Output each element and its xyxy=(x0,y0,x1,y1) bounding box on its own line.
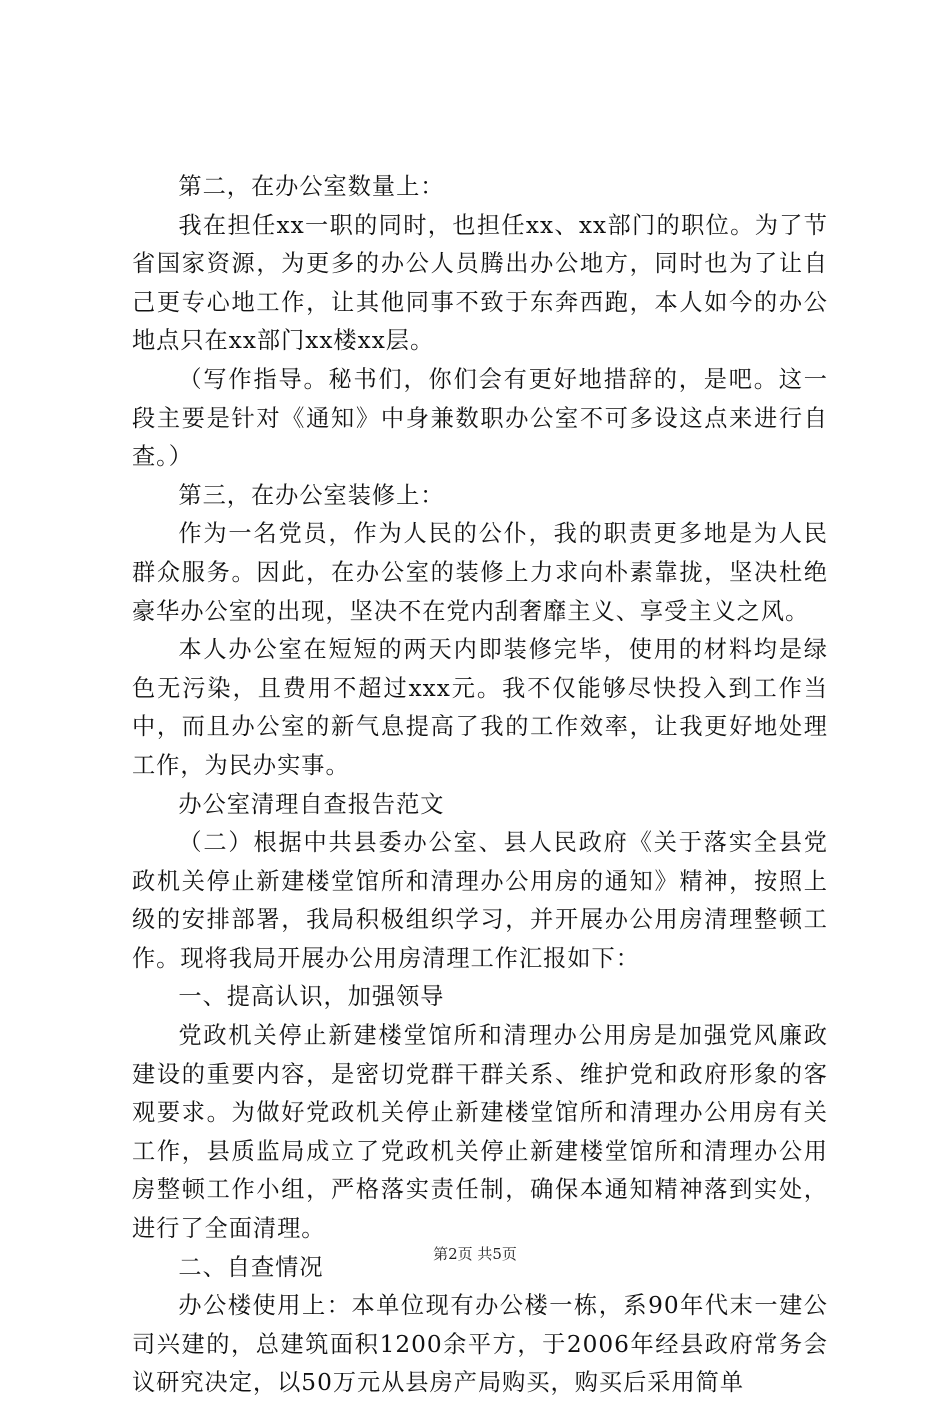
paragraph-section-title: 办公室清理自查报告范文 xyxy=(178,790,445,818)
page-number-footer: 第2页 共5页 xyxy=(433,1245,517,1263)
paragraph-heading-awareness: 一、提高认识，加强领导 xyxy=(178,983,445,1011)
paragraph-heading-quantity: 第二，在办公室数量上： xyxy=(178,173,445,200)
paragraph-decoration-result: 本人办公室在短短的两天内即装修完毕，使用的材料均是绿色无污染，且费用不超过xxx元。我不仅能够尽快投入到工作当中，而且办公室的新气息提高了我的工作效率，让我更好地处理工作，为民办实事。 xyxy=(132,636,828,779)
paragraph-writing-guide: （写作指导。秘书们，你们会有更好地措辞的，是吧。这一段主要是针对《通知》中身兼数职办公室不可多设这点来进行自查。） xyxy=(132,365,828,471)
paragraph-heading-decoration: 第三，在办公室装修上： xyxy=(178,481,445,509)
paragraph-report-intro: （二）根据中共县委办公室、县人民政府《关于落实全县党政机关停止新建楼堂馆所和清理办公用房的通知》精神，按照上级的安排部署，我局积极组织学习，并开展办公用房清理整顿工作。现将我局开展办公用房清理工作汇报如下： xyxy=(132,829,828,972)
paragraph-quantity-body: 我在担任xx一职的同时，也担任xx、xx部门的职位。为了节省国家资源，为更多的办公人员腾出办公地方，同时也为了让自己更专心地工作，让其他同事不致于东奔西跑，本人如今的办公地点只在xx部门xx楼xx层。 xyxy=(132,211,828,355)
paragraph-awareness-body: 党政机关停止新建楼堂馆所和清理办公用房是加强党风廉政建设的重要内容，是密切党群干群关系、维护党和政府形象的客观要求。为做好党政机关停止新建楼堂馆所和清理办公用房有关工作，县质监局成立了党政机关停止新建楼堂馆所和清理办公用房整顿工作小组，严格落实责任制，确保本通知精神落到实处，进行了全面清理。 xyxy=(132,1022,828,1243)
paragraph-heading-self-check: 二、自查情况 xyxy=(178,1253,324,1281)
document-body xyxy=(132,168,828,1403)
paragraph-self-check-body: 办公楼使用上：本单位现有办公楼一栋，系90年代末一建公司兴建的，总建筑面积1200余平方，于2006年经县政府常务会议研究决定，以50万元从县房产局购买，购买后采用简单 xyxy=(132,1292,828,1397)
paragraph-decoration-body: 作为一名党员，作为人民的公仆，我的职责更多地是为人民群众服务。因此，在办公室的装修上力求向朴素靠拢，坚决杜绝豪华办公室的出现，坚决不在党内刮奢靡主义、享受主义之风。 xyxy=(132,520,828,625)
